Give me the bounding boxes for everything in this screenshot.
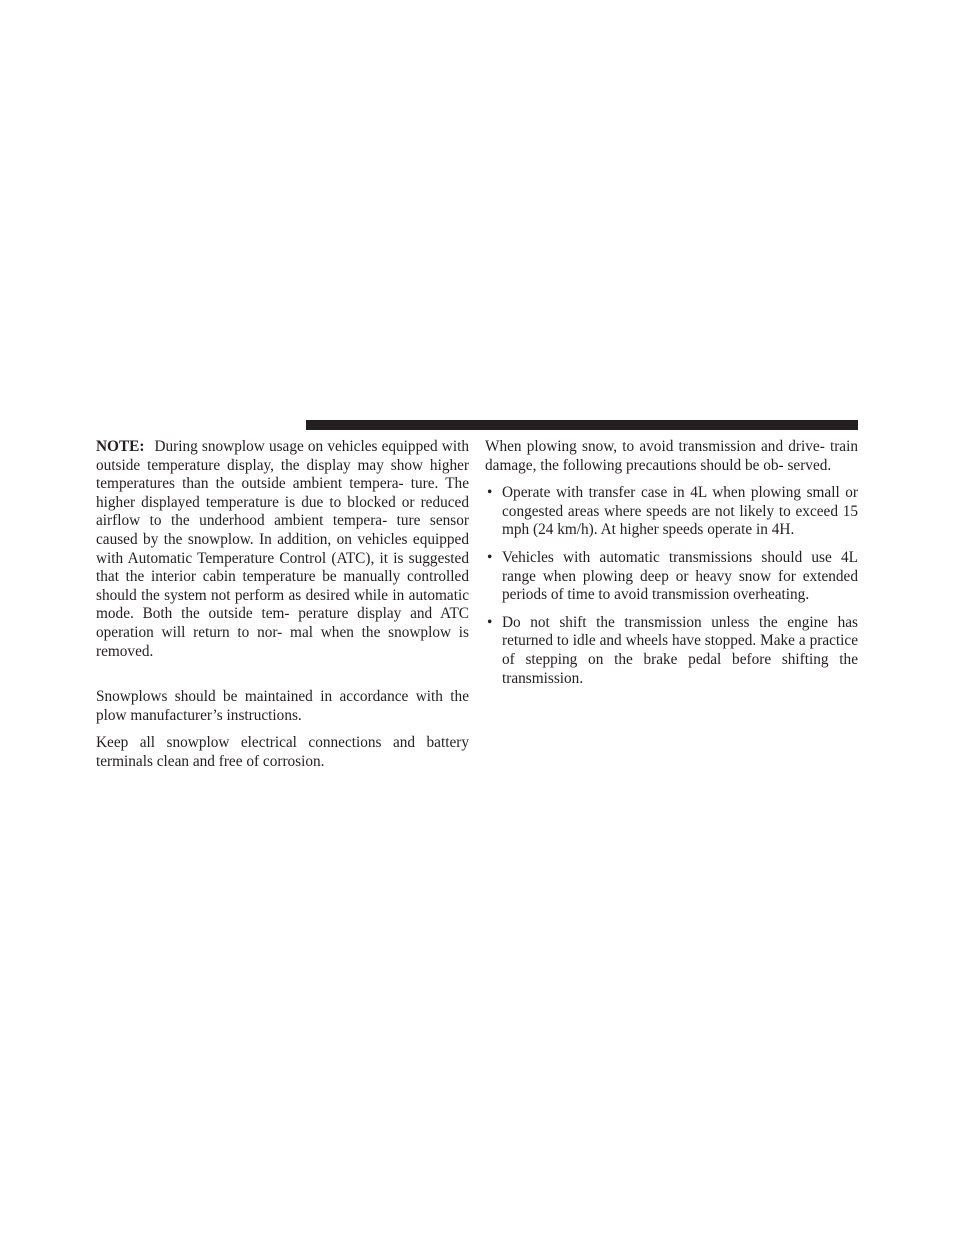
maintenance-paragraph: Snowplows should be maintained in accordance with the plow manufacturer’s instructions.	[96, 688, 469, 724]
precautions-list	[485, 484, 858, 688]
list-item	[485, 549, 858, 605]
note-text: During snowplow usage on vehicles equipped with outside temperature display, the display may show higher temperatures than the outside ambient tempera- ture. The higher displayed temperature is due to blocked or reduced airflow to the underhood ambient tempera- ture sensor caused by the snowplow. In addition, on vehicles equipped with Automatic Temperature Control (ATC), it is suggested that the interior cabin temperature be manually controlled should the system not perform as desired while in automatic mode. Both the outside tem- perature display and ATC operation will return to nor- mal when the snowplow is removed.	[96, 438, 469, 660]
list-item	[485, 484, 858, 540]
right-column	[485, 438, 858, 697]
list-item-text: Operate with transfer case in 4L when plowing small or congested areas where speeds are not likely to exceed 15 mph (24 km/h). At higher speeds operate in 4H.	[502, 484, 858, 539]
left-column	[96, 438, 469, 772]
bullet-icon: •	[487, 613, 493, 631]
list-item-text: Do not shift the transmission unless the engine has returned to idle and wheels have stopped. Make a practice of stepping on the brake pedal before shifting the transmission.	[502, 613, 858, 687]
bullet-icon: •	[487, 548, 493, 566]
connections-paragraph: Keep all snowplow electrical connections and battery terminals clean and free of corrosion.	[96, 734, 469, 770]
bullet-icon: •	[487, 484, 493, 502]
precautions-intro: When plowing snow, to avoid transmission and drive- train damage, the following precautions should be ob- served.	[485, 438, 858, 474]
list-item-text: Vehicles with automatic transmissions should use 4L range when plowing deep or heavy snow for extended periods of time to avoid transmission overheating.	[502, 548, 858, 604]
section-header-bar	[306, 420, 858, 430]
note-label: NOTE:	[96, 438, 145, 455]
note-paragraph	[96, 438, 469, 661]
list-item	[485, 614, 858, 688]
